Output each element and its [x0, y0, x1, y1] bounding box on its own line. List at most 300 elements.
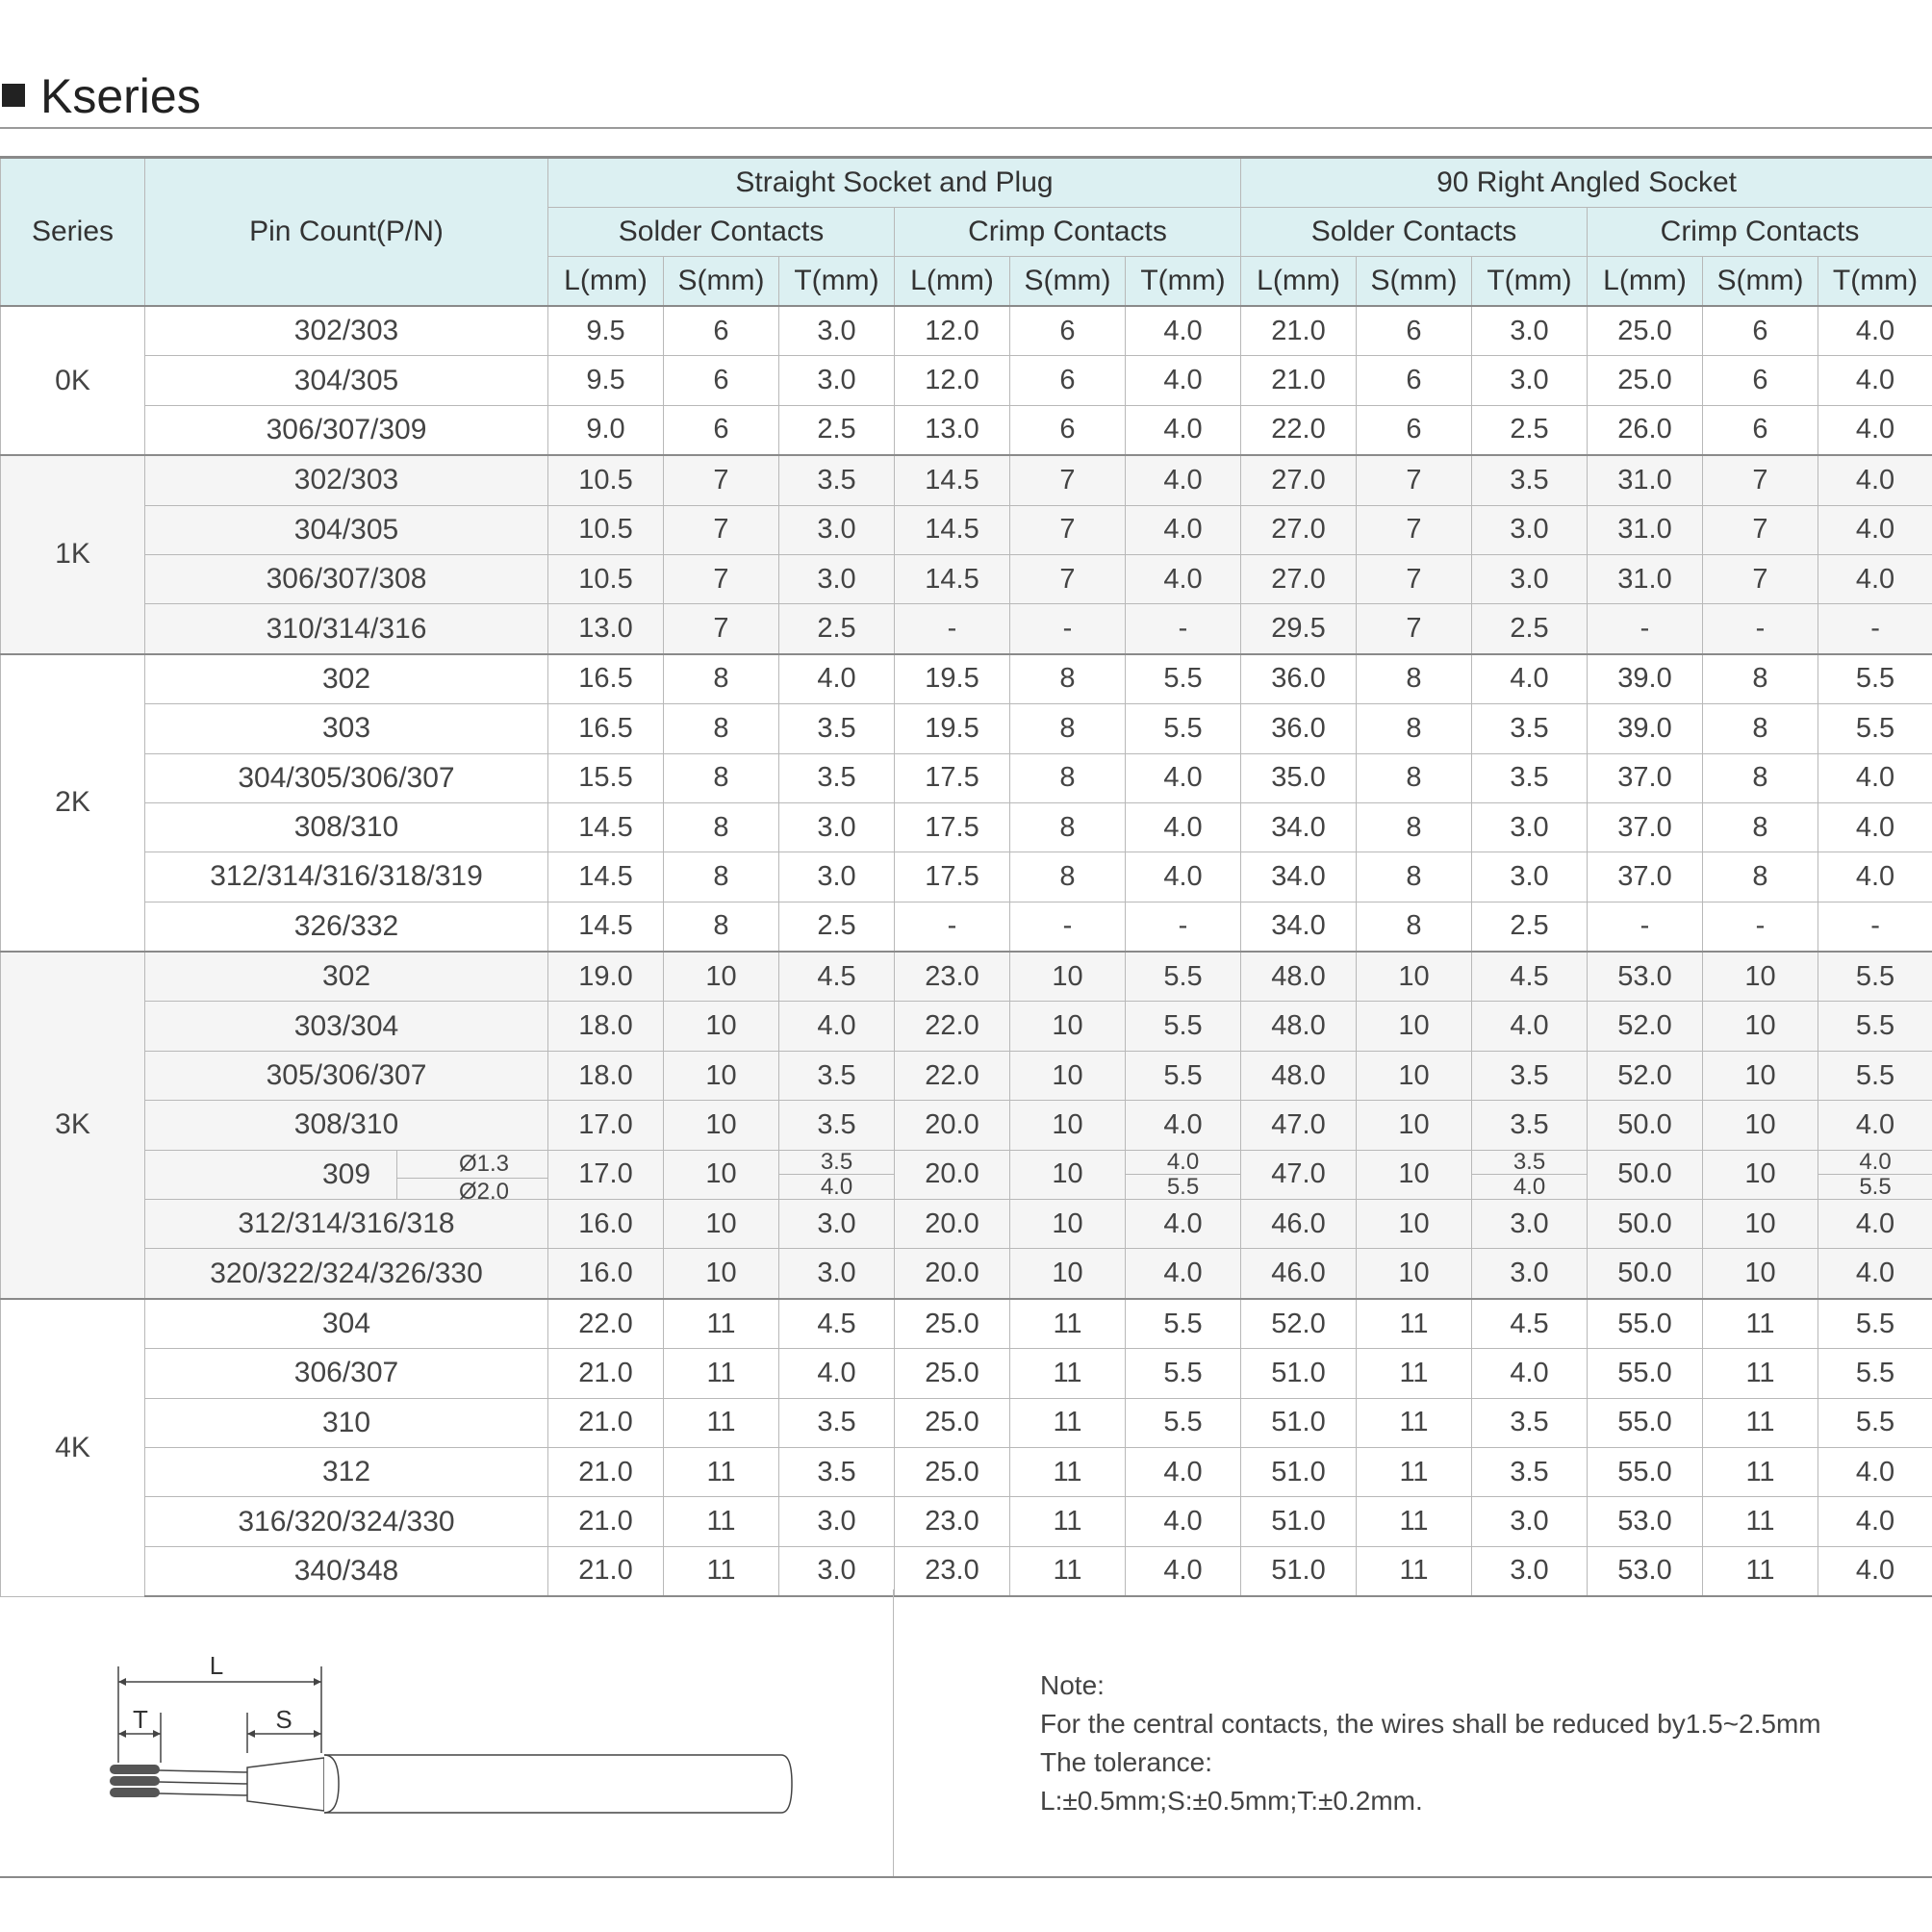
value-cell: 11	[1703, 1398, 1818, 1447]
value-cell: 48.0	[1241, 1002, 1357, 1051]
cable-dimension-diagram	[106, 1647, 799, 1840]
header-straight-solder: Solder Contacts	[548, 208, 895, 257]
value-cell: 4.0	[1126, 1200, 1241, 1249]
value-cell: 10	[1703, 1002, 1818, 1051]
value-cell: 25.0	[895, 1349, 1010, 1398]
pin-count-cell: 304	[145, 1299, 548, 1349]
value-cell: 48.0	[1241, 1051, 1357, 1100]
table-row	[1, 1200, 1932, 1249]
value-cell: 4.0	[1818, 1497, 1932, 1546]
value-cell: 5.5	[1126, 1051, 1241, 1100]
value-cell: 4.0	[1818, 455, 1932, 505]
table-row	[1, 306, 1932, 356]
value-cell: 8	[1010, 704, 1126, 753]
value-cell: 11	[664, 1447, 779, 1496]
value-cell: 16.0	[548, 1249, 664, 1299]
value-cell: 3.0	[1472, 505, 1588, 554]
value-cell: 17.0	[548, 1101, 664, 1150]
value-cell: 7	[1357, 604, 1472, 654]
value-top: 3.5	[1472, 1151, 1587, 1176]
value-cell: 4.0	[1126, 405, 1241, 455]
value-cell: 5.5	[1818, 1299, 1932, 1349]
value-cell: 50.0	[1588, 1200, 1703, 1249]
value-cell: 52.0	[1588, 1002, 1703, 1051]
value-cell: 55.0	[1588, 1398, 1703, 1447]
value-cell: 10	[1010, 1200, 1126, 1249]
value-cell-split	[779, 1150, 895, 1199]
value-cell: -	[1818, 604, 1932, 654]
value-cell: 3.5	[1472, 1398, 1588, 1447]
value-cell: 10	[1357, 1051, 1472, 1100]
value-cell: 3.0	[779, 852, 895, 902]
note-line-2: The tolerance:	[1040, 1747, 1212, 1777]
table-row	[1, 1051, 1932, 1100]
value-cell: 11	[1010, 1447, 1126, 1496]
value-cell: 52.0	[1241, 1299, 1357, 1349]
value-cell: 11	[1703, 1497, 1818, 1546]
header-pin-count: Pin Count(P/N)	[145, 158, 548, 307]
value-cell: 36.0	[1241, 654, 1357, 704]
value-bottom: 4.0	[820, 1173, 853, 1200]
pin-count-cell: 306/307	[145, 1349, 548, 1398]
value-cell: 8	[1357, 902, 1472, 952]
value-cell: 10.5	[548, 455, 664, 505]
value-cell: 4.0	[1818, 356, 1932, 405]
value-cell: 4.0	[1818, 306, 1932, 356]
value-cell: 7	[1010, 505, 1126, 554]
value-cell: 23.0	[895, 1497, 1010, 1546]
value-cell: 17.5	[895, 802, 1010, 852]
value-cell: 27.0	[1241, 505, 1357, 554]
value-bottom: 5.5	[1859, 1173, 1892, 1200]
value-cell: 16.5	[548, 704, 664, 753]
pin-count-cell: 312	[145, 1447, 548, 1496]
value-cell: 25.0	[895, 1447, 1010, 1496]
value-cell: 4.0	[1472, 1349, 1588, 1398]
value-cell: 4.0	[1472, 1002, 1588, 1051]
value-cell: 4.0	[1818, 1447, 1932, 1496]
value-cell: 14.5	[548, 802, 664, 852]
value-cell: 8	[664, 852, 779, 902]
value-cell: 31.0	[1588, 554, 1703, 603]
value-cell: 11	[1703, 1349, 1818, 1398]
value-cell: 8	[1703, 654, 1818, 704]
diameter-top: Ø1.3	[397, 1151, 547, 1179]
value-cell: 8	[664, 902, 779, 952]
pin-count-label: 309	[321, 1157, 371, 1190]
value-cell: 8	[1703, 753, 1818, 802]
value-cell: 3.0	[779, 1200, 895, 1249]
value-cell: 10	[1703, 1249, 1818, 1299]
value-cell: 13.0	[895, 405, 1010, 455]
value-cell: 20.0	[895, 1249, 1010, 1299]
value-cell: 8	[1357, 704, 1472, 753]
value-cell: -	[1588, 902, 1703, 952]
value-cell: 10	[664, 1249, 779, 1299]
value-cell: 51.0	[1241, 1398, 1357, 1447]
value-cell: 5.5	[1126, 952, 1241, 1002]
spec-table	[0, 156, 1932, 1597]
value-cell: 21.0	[548, 1447, 664, 1496]
value-cell: 7	[1703, 505, 1818, 554]
pin-count-cell: 312/314/316/318/319	[145, 852, 548, 902]
value-cell: -	[1010, 604, 1126, 654]
pin-count-cell: 304/305/306/307	[145, 753, 548, 802]
note-line-3: L:±0.5mm;S:±0.5mm;T:±0.2mm.	[1040, 1786, 1423, 1816]
value-cell: 4.0	[1818, 505, 1932, 554]
value-cell: 21.0	[548, 1398, 664, 1447]
value-cell: 51.0	[1241, 1497, 1357, 1546]
value-cell: 8	[1010, 753, 1126, 802]
value-cell: 8	[1703, 852, 1818, 902]
value-cell: 34.0	[1241, 902, 1357, 952]
value-cell: 35.0	[1241, 753, 1357, 802]
value-cell: 51.0	[1241, 1546, 1357, 1596]
value-cell: 4.0	[779, 1002, 895, 1051]
value-cell: 11	[1703, 1546, 1818, 1596]
value-cell: 3.5	[779, 1101, 895, 1150]
value-cell: 3.5	[1472, 704, 1588, 753]
value-cell: 17.5	[895, 852, 1010, 902]
header-t: T(mm)	[1818, 257, 1932, 307]
value-cell: 4.0	[1126, 1546, 1241, 1596]
value-cell: 26.0	[1588, 405, 1703, 455]
value-cell: 34.0	[1241, 802, 1357, 852]
value-cell: 7	[664, 505, 779, 554]
table-row	[1, 1249, 1932, 1299]
value-cell: 23.0	[895, 952, 1010, 1002]
value-cell: 21.0	[1241, 306, 1357, 356]
value-cell: 15.5	[548, 753, 664, 802]
value-cell: 10	[664, 1051, 779, 1100]
table-row	[1, 1150, 1932, 1199]
value-cell: 3.5	[779, 1051, 895, 1100]
pin-count-cell: 316/320/324/330	[145, 1497, 548, 1546]
value-cell: -	[1010, 902, 1126, 952]
value-cell: 12.0	[895, 306, 1010, 356]
value-cell: 21.0	[548, 1349, 664, 1398]
value-cell: 20.0	[895, 1200, 1010, 1249]
value-cell: 25.0	[895, 1299, 1010, 1349]
section-header	[0, 58, 1932, 129]
pin-count-cell: 302/303	[145, 306, 548, 356]
table-row	[1, 802, 1932, 852]
value-top: 4.0	[1818, 1151, 1932, 1176]
value-cell: 20.0	[895, 1101, 1010, 1150]
value-cell: 7	[1357, 554, 1472, 603]
value-cell: 5.5	[1126, 1349, 1241, 1398]
value-cell: 29.5	[1241, 604, 1357, 654]
value-cell: 2.5	[1472, 604, 1588, 654]
table-row	[1, 654, 1932, 704]
diagram-label-l: L	[209, 1651, 224, 1680]
header-l: L(mm)	[548, 257, 664, 307]
value-cell: 4.0	[1126, 356, 1241, 405]
value-cell: 10	[1010, 1051, 1126, 1100]
value-cell: 11	[1357, 1398, 1472, 1447]
value-cell: 3.0	[779, 306, 895, 356]
value-cell: 3.5	[779, 704, 895, 753]
value-cell: 11	[664, 1349, 779, 1398]
value-cell: 6	[1357, 356, 1472, 405]
value-cell: 6	[664, 306, 779, 356]
table-row	[1, 554, 1932, 603]
pin-count-cell: 310	[145, 1398, 548, 1447]
value-cell: 4.0	[1818, 405, 1932, 455]
pin-count-cell: 304/305	[145, 505, 548, 554]
value-cell-split	[1472, 1150, 1588, 1199]
value-cell: 4.0	[1126, 753, 1241, 802]
value-cell: 10	[1010, 1249, 1126, 1299]
table-row	[1, 1349, 1932, 1398]
value-cell: 6	[1357, 306, 1472, 356]
value-cell: 19.5	[895, 654, 1010, 704]
value-cell: 17.0	[548, 1150, 664, 1199]
value-cell: 3.0	[779, 1249, 895, 1299]
header-t: T(mm)	[1472, 257, 1588, 307]
header-s: S(mm)	[664, 257, 779, 307]
value-cell: 10	[1010, 1002, 1126, 1051]
value-cell: -	[1703, 604, 1818, 654]
table-row	[1, 753, 1932, 802]
value-cell: 3.0	[1472, 852, 1588, 902]
pin-count-cell: 308/310	[145, 1101, 548, 1150]
value-cell: 50.0	[1588, 1101, 1703, 1150]
value-cell: 5.5	[1818, 1398, 1932, 1447]
table-row	[1, 1101, 1932, 1150]
pin-count-cell: 320/322/324/326/330	[145, 1249, 548, 1299]
value-cell: 11	[1357, 1447, 1472, 1496]
value-cell: 10.5	[548, 505, 664, 554]
value-cell: 11	[1010, 1349, 1126, 1398]
value-cell: -	[1588, 604, 1703, 654]
value-cell: 22.0	[895, 1002, 1010, 1051]
pin-count-cell: 304/305	[145, 356, 548, 405]
value-cell: 10	[1357, 1150, 1472, 1199]
value-cell: 7	[1703, 455, 1818, 505]
value-cell: 48.0	[1241, 952, 1357, 1002]
value-cell: 10	[664, 1101, 779, 1150]
value-cell: 10	[1357, 1002, 1472, 1051]
value-cell: 22.0	[895, 1051, 1010, 1100]
value-cell: 11	[1010, 1497, 1126, 1546]
table-row	[1, 1002, 1932, 1051]
value-cell: 3.5	[1472, 455, 1588, 505]
value-cell: 14.5	[548, 902, 664, 952]
series-cell: 4K	[1, 1299, 145, 1596]
value-cell: 3.0	[1472, 802, 1588, 852]
value-cell: 14.5	[548, 852, 664, 902]
value-cell: 11	[1357, 1299, 1472, 1349]
value-cell: 2.5	[779, 604, 895, 654]
header-right-angled: 90 Right Angled Socket	[1241, 158, 1932, 208]
value-cell: 5.5	[1126, 704, 1241, 753]
value-cell: -	[1703, 902, 1818, 952]
value-cell: 14.5	[895, 505, 1010, 554]
value-cell: 39.0	[1588, 704, 1703, 753]
value-cell: 8	[1357, 802, 1472, 852]
header-series: Series	[1, 158, 145, 307]
pin-count-cell: 302	[145, 952, 548, 1002]
value-cell: 53.0	[1588, 952, 1703, 1002]
value-cell: 16.0	[548, 1200, 664, 1249]
value-cell: 8	[664, 753, 779, 802]
value-cell: 4.0	[1126, 1447, 1241, 1496]
value-cell: 4.0	[779, 654, 895, 704]
table-row	[1, 455, 1932, 505]
value-bottom: 4.0	[1513, 1173, 1546, 1200]
value-cell: 5.5	[1126, 654, 1241, 704]
diagram-label-t: T	[133, 1705, 148, 1734]
value-cell: 14.5	[895, 554, 1010, 603]
value-cell: 8	[1010, 654, 1126, 704]
pin-count-cell: 312/314/316/318	[145, 1200, 548, 1249]
value-cell: 21.0	[548, 1497, 664, 1546]
table-body	[1, 306, 1932, 1596]
value-cell: 4.0	[1818, 1546, 1932, 1596]
footer-divider	[893, 1589, 894, 1876]
value-cell: 10	[664, 1200, 779, 1249]
value-cell: 3.5	[1472, 1447, 1588, 1496]
value-cell: 46.0	[1241, 1200, 1357, 1249]
value-cell: 10	[664, 1150, 779, 1199]
value-cell: 8	[664, 654, 779, 704]
value-cell: 4.0	[1126, 554, 1241, 603]
header-l: L(mm)	[1588, 257, 1703, 307]
pin-count-cell: 310/314/316	[145, 604, 548, 654]
value-cell: 17.5	[895, 753, 1010, 802]
value-cell: 27.0	[1241, 554, 1357, 603]
pin-count-cell: 305/306/307	[145, 1051, 548, 1100]
pin-count-cell: 303	[145, 704, 548, 753]
pin-count-cell: 306/307/308	[145, 554, 548, 603]
value-cell: 4.0	[1818, 852, 1932, 902]
value-cell: 23.0	[895, 1546, 1010, 1596]
value-cell: 3.0	[1472, 554, 1588, 603]
value-cell: 5.5	[1818, 952, 1932, 1002]
value-cell: 8	[1357, 753, 1472, 802]
value-cell: 8	[1357, 654, 1472, 704]
value-cell: 10.5	[548, 554, 664, 603]
value-cell: 3.5	[779, 1447, 895, 1496]
value-cell: 52.0	[1588, 1051, 1703, 1100]
value-cell: 9.0	[548, 405, 664, 455]
value-cell: 50.0	[1588, 1249, 1703, 1299]
value-cell: 6	[1010, 405, 1126, 455]
value-cell: 8	[1703, 704, 1818, 753]
value-cell: 2.5	[779, 902, 895, 952]
value-cell: 11	[664, 1299, 779, 1349]
value-cell: 3.0	[779, 554, 895, 603]
note-block	[1040, 1666, 1821, 1820]
value-cell: 8	[1010, 802, 1126, 852]
value-cell: 4.0	[1126, 455, 1241, 505]
value-cell: 3.0	[1472, 356, 1588, 405]
value-cell: 11	[1010, 1299, 1126, 1349]
value-cell: 21.0	[548, 1546, 664, 1596]
table-row	[1, 704, 1932, 753]
value-cell: 31.0	[1588, 505, 1703, 554]
value-cell: 11	[1357, 1497, 1472, 1546]
value-cell: 55.0	[1588, 1349, 1703, 1398]
note-line-1: For the central contacts, the wires shall be reduced by1.5~2.5mm	[1040, 1709, 1821, 1739]
value-cell: 4.5	[779, 952, 895, 1002]
value-cell: 3.5	[1472, 753, 1588, 802]
value-cell: 6	[1357, 405, 1472, 455]
value-cell: 3.0	[779, 505, 895, 554]
value-cell: 2.5	[779, 405, 895, 455]
value-cell: 4.0	[1818, 1249, 1932, 1299]
value-cell: 5.5	[1818, 1349, 1932, 1398]
value-cell: 7	[1357, 505, 1472, 554]
value-cell: 3.0	[1472, 1200, 1588, 1249]
value-cell: 4.5	[1472, 952, 1588, 1002]
value-cell: 3.0	[1472, 1546, 1588, 1596]
value-cell: 37.0	[1588, 753, 1703, 802]
series-cell: 3K	[1, 952, 145, 1299]
value-cell: 4.0	[1126, 802, 1241, 852]
square-bullet-icon	[2, 84, 25, 107]
value-cell: -	[1818, 902, 1932, 952]
table-row	[1, 405, 1932, 455]
value-cell: 31.0	[1588, 455, 1703, 505]
value-cell: 7	[1010, 554, 1126, 603]
value-cell: 51.0	[1241, 1349, 1357, 1398]
value-cell: 10	[1703, 1051, 1818, 1100]
header-s: S(mm)	[1357, 257, 1472, 307]
value-cell: 11	[1357, 1349, 1472, 1398]
value-cell: 3.0	[1472, 1249, 1588, 1299]
table-row	[1, 1447, 1932, 1496]
value-cell: 53.0	[1588, 1497, 1703, 1546]
table-row	[1, 356, 1932, 405]
value-cell: 4.0	[1126, 1101, 1241, 1150]
value-cell: 11	[664, 1546, 779, 1596]
pin-count-cell: 302/303	[145, 455, 548, 505]
value-cell: 10	[1357, 1249, 1472, 1299]
pin-count-cell: 302	[145, 654, 548, 704]
value-cell: 5.5	[1126, 1002, 1241, 1051]
value-cell: 4.0	[1818, 554, 1932, 603]
pin-count-cell	[145, 1150, 548, 1205]
value-cell-split	[1818, 1150, 1932, 1199]
value-cell: 5.5	[1818, 654, 1932, 704]
value-bottom: 5.5	[1166, 1173, 1200, 1200]
value-cell: 4.0	[1126, 505, 1241, 554]
header-t: T(mm)	[779, 257, 895, 307]
value-cell: 18.0	[548, 1051, 664, 1100]
value-cell: 3.5	[779, 1398, 895, 1447]
value-cell: 4.5	[779, 1299, 895, 1349]
value-cell: 5.5	[1126, 1299, 1241, 1349]
value-cell: 3.5	[779, 753, 895, 802]
value-cell: 9.5	[548, 306, 664, 356]
value-cell: 8	[1010, 852, 1126, 902]
value-cell: 27.0	[1241, 455, 1357, 505]
value-cell: 10	[664, 952, 779, 1002]
header-angled-crimp: Crimp Contacts	[1588, 208, 1932, 257]
value-cell: 8	[664, 704, 779, 753]
page-title: Kseries	[40, 69, 201, 123]
value-cell: 19.0	[548, 952, 664, 1002]
value-cell: 10	[1010, 1101, 1126, 1150]
value-cell: 53.0	[1588, 1546, 1703, 1596]
value-cell: 10	[1703, 952, 1818, 1002]
value-cell: 4.0	[1818, 753, 1932, 802]
value-cell: 21.0	[1241, 356, 1357, 405]
table-row	[1, 604, 1932, 654]
value-cell: 7	[1010, 455, 1126, 505]
